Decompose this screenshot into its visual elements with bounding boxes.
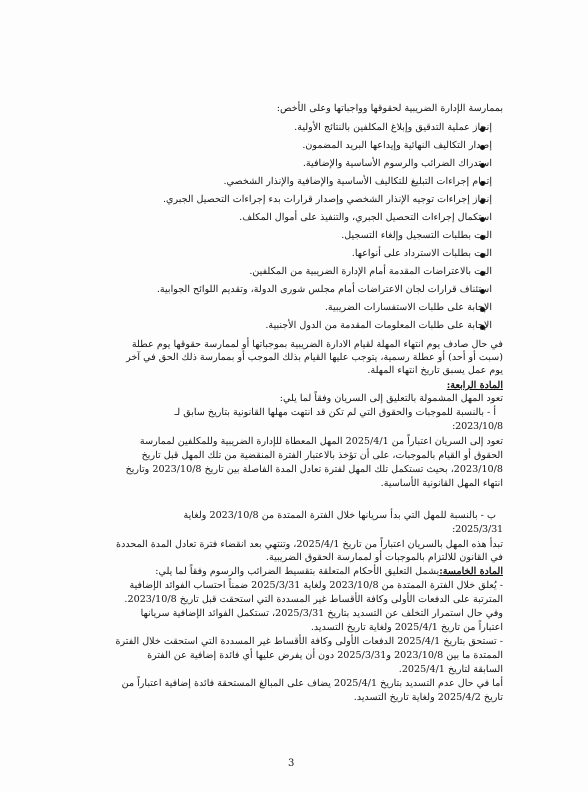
paragraph-line: وفي حال استمرار التخلف عن التسديد بتاريخ 2025/3/31، تستكمل الفوائد الإضافية سريانها <box>140 608 503 619</box>
bullet-item: استدراك الضرائب والرسوم الأساسية والإضافية. <box>302 158 492 169</box>
paragraph-line: تاريخ 2025/4/2 ولغاية تاريخ التسديد. <box>353 692 503 703</box>
paragraph-line: تعود إلى السريان اعتباراً من 2025/4/1 المهل المعطاة للإدارة الضريبية وللمكلفين لممارسة <box>139 436 503 447</box>
paragraph-line: الممتدة ما بين 2023/10/8 و2025/3/31 دون أن يفرض عليها أي فائدة إضافية عن الفترة <box>147 650 503 661</box>
paragraph-line: - يُعلق خلال الفترة الممتدة من 2023/10/8 ولغاية 2025/3/31 ضمناً احتساب الفوائد الإضافية <box>129 580 503 591</box>
article-4-intro: تعود المهل المشمولة بالتعليق إلى السريان وفقاً لما يلي: <box>279 393 503 404</box>
paragraph-line: يوم عمل يسبق تاريخ انتهاء المهلة. <box>367 365 503 376</box>
bullet-item: استئناف قرارات لجان الاعتراضات أمام مجلس شورى الدولة، وتقديم اللوائح الجوابية. <box>156 284 492 295</box>
intro-line: بممارسة الإدارة الضريبية لحقوقها وواجباتها وعلى الأخص: <box>276 103 503 114</box>
bullet-item: استكمال إجراءات التحصيل الجبري، والتنفيذ على أموال المكلف. <box>239 212 492 223</box>
paragraph-line: السابقة لتاريخ 2025/4/1. <box>398 664 503 675</box>
bullet-item: الإجابة على طلبات المعلومات المقدمة من الدول الأجنبية. <box>265 320 492 331</box>
bullet-item: إتمام إجراءات التبليغ للتكاليف الأساسية والإضافية والإنذار الشخصي. <box>223 176 492 187</box>
article-4-heading: المادة الرابعة: <box>446 380 503 391</box>
paragraph-line: اعتباراً من تاريخ 2025/4/1 ولغاية تاريخ التسديد. <box>310 622 503 633</box>
article-4-clause-b-date: 2025/3/31: <box>452 524 503 535</box>
article-5-intro: يشمل التعليق الأحكام المتعلقة بتقسيط الضرائب والرسوم وفقاً لما يلي: <box>155 566 440 577</box>
paragraph-line: انتهاء المهل القانونية الأساسية. <box>380 478 503 489</box>
paragraph-line: تبدأ هذه المهل بالسريان اعتباراً من تاريخ 2025/4/1، وتنتهي بعد انقضاء فترة تعادل المدة المحددة <box>116 539 503 550</box>
article-4-clause-b: ب - بالنسبة للمهل التي بدأ سريانها خلال الفترة الممتدة من 2023/10/8 ولغاية <box>183 510 496 521</box>
page-number: 3 <box>288 758 295 769</box>
paragraph-line: 2023/10/8، بحيث تستكمل تلك المهل لفترة تعادل المدة الفاصلة بين تاريخ 2023/10/8 وتاريخ <box>125 464 503 475</box>
paragraph-line: أما في حال عدم التسديد بتاريخ 2025/4/1 يضاف على المبالغ المستحقة فائدة إضافية اعتباراً من <box>121 678 503 689</box>
paragraph-line: المترتبة على الدفعات الأولى وكافة الأقساط غير المسددة التي استحقت قبل تاريخ 2023/10/8. <box>124 594 503 605</box>
paragraph-line: (سبت أو أحد) أو عطلة رسمية، يتوجب عليها القيام بذلك الموجب أو بممارسة ذلك الحق في آخر <box>126 352 503 363</box>
bullet-item: الإجابة على طلبات الاستفسارات الضريبية. <box>324 302 492 313</box>
article-4-clause-a: أ - بالنسبة للموجبات والحقوق التي لم تكن قد انتهت مهلها القانونية بتاريخ سابق لـ <box>174 407 496 418</box>
bullet-item: البت بطلبات الاسترداد على أنواعها. <box>351 248 492 259</box>
paragraph-line: الحقوق أو القيام بالموجبات، على أن تؤخذ بالاعتبار الفترة المنقضية من تلك المهل قبل تاريخ <box>141 450 503 461</box>
article-5-heading-line <box>155 566 503 578</box>
paragraph-line: في حال صادف يوم انتهاء المهلة لقيام الادارة الضريبية بموجباتها أو لممارسة حقوقها يوم عطلة <box>131 339 503 350</box>
paragraph-line: في القانون للالتزام بالموجبات أو لممارسة الحقوق الضريبية. <box>265 552 503 563</box>
article-5-heading: المادة الخامسة: <box>439 566 503 577</box>
bullet-item: إصدار التكاليف النهائية وإيداعها البريد المضمون. <box>302 140 492 151</box>
article-4-clause-a-date: 2023/10/8: <box>452 421 503 432</box>
bullet-item: إنجاز عملية التدقيق وإبلاغ المكلفين بالنتائج الأولية. <box>294 122 492 133</box>
bullet-item: البت بالاعتراضات المقدمة أمام الإدارة الضريبية من المكلفين. <box>249 266 492 277</box>
bullet-item: البت بطلبات التسجيل وإلغاء التسجيل. <box>341 230 492 241</box>
paragraph-line: - تستحق بتاريخ 2025/4/1 الدفعات الأولى وكافة الأقساط غير المسددة التي استحقت خلال الفترة <box>115 636 503 647</box>
bullet-item: إنجاز إجراءات توجيه الإنذار الشخصي وإصدار قرارات بدء إجراءات التحصيل الجبري. <box>162 194 492 205</box>
